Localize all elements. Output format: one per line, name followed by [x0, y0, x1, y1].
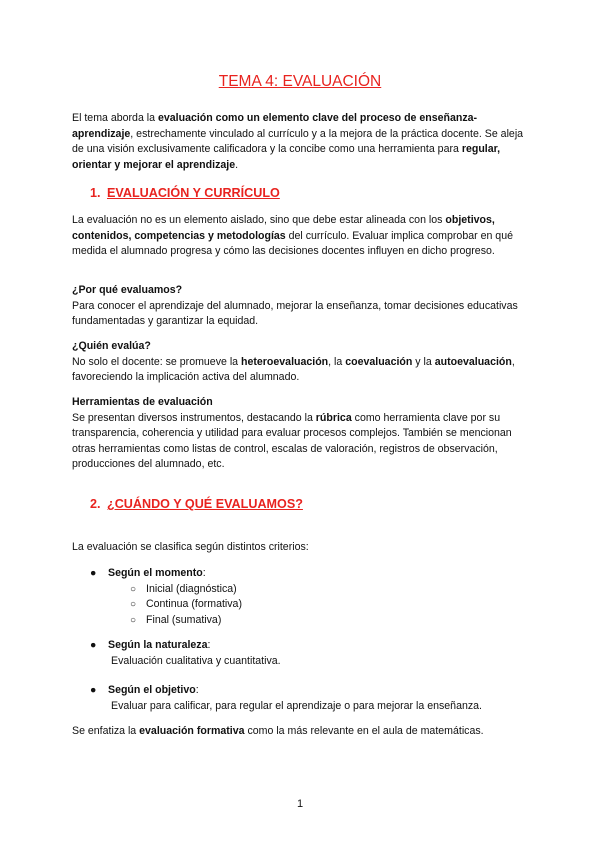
- bullet-suffix: :: [202, 567, 206, 579]
- document-title: TEMA 4: EVALUACIÓN: [218, 73, 382, 90]
- intro-paragraph: [72, 111, 532, 173]
- section-1-title: EVALUACIÓN Y CURRÍCULO: [107, 186, 280, 200]
- bullet-text: Evaluar para calificar, para regular el aprendizaje o para mejorar la enseñanza.: [111, 699, 482, 712]
- paragraph-bold: rúbrica: [315, 411, 352, 424]
- bullet-body: [108, 683, 538, 714]
- paragraph-bold: heteroevaluación: [241, 355, 329, 368]
- closing-paragraph: [72, 724, 532, 740]
- sub-list-item: [128, 613, 538, 629]
- question-who: [72, 339, 532, 386]
- bullet-label: Según el objetivo: [108, 684, 196, 696]
- intro-text: .: [235, 158, 239, 171]
- intro-text: , estrechamente vinculado al currículo y a la mejora de la práctica docente. Se aleja de una visión exclusivamente calificadora y la concibe como una herramienta para: [72, 127, 524, 155]
- section-2-heading: [90, 496, 303, 512]
- paragraph-bold: evaluación formativa: [139, 725, 245, 737]
- bullet-dot-icon: ●: [90, 684, 97, 696]
- bullet-text: Evaluación cualitativa y cuantitativa.: [111, 654, 281, 667]
- sub-list-item: [128, 582, 538, 598]
- sub-list-item-text: Inicial (diagnóstica): [146, 582, 237, 595]
- section-1-heading: [90, 185, 280, 201]
- circle-bullet-icon: ○: [130, 599, 137, 610]
- bullet-dot-icon: ●: [90, 639, 97, 651]
- circle-bullet-icon: ○: [130, 614, 137, 626]
- page-number: 1: [296, 798, 304, 810]
- question-why-text: Para conocer el aprendizaje del alumnado, mejorar la enseñanza, tomar decisiones educativas fundamentadas y garantizar la equidad.: [72, 299, 518, 327]
- section-2-intro: La evaluación se clasifica según distintos criterios:: [72, 541, 309, 553]
- bullet-suffix: :: [195, 684, 199, 696]
- paragraph-text: como la más relevante en el aula de matemáticas.: [244, 725, 484, 737]
- circle-bullet-icon: ○: [130, 583, 137, 595]
- sub-list-item: [128, 597, 538, 613]
- bullet-heading: [108, 638, 538, 654]
- sub-list: [108, 582, 538, 629]
- question-why-heading: ¿Por qué evaluamos?: [72, 284, 183, 296]
- paragraph-text: Se presentan diversos instrumentos, destacando la: [72, 411, 316, 424]
- paragraph-text: No solo el docente: se promueve la: [72, 355, 242, 368]
- paragraph-text: y la: [412, 355, 435, 368]
- bullet-label: Según la naturaleza: [108, 639, 208, 651]
- intro-bold-1: evaluación como un elemento clave del proceso de enseñanza-aprendizaje: [72, 112, 478, 140]
- bullet-label: Según el momento: [108, 567, 203, 579]
- paragraph-text: , la: [328, 355, 346, 368]
- paragraph-bold: autoevaluación: [434, 355, 512, 368]
- paragraph-bold: objetivos, contenidos, competencias y metodologías: [72, 214, 495, 242]
- question-why: [72, 283, 532, 330]
- paragraph-text: , favoreciendo la implicación activa del alumnado.: [72, 355, 515, 383]
- bullet-body: [108, 566, 538, 628]
- bullet-dot-icon: ●: [90, 567, 97, 579]
- evaluation-tools: [72, 395, 532, 473]
- question-who-text: [72, 355, 532, 386]
- sub-list-item-text: Final (sumativa): [146, 613, 222, 626]
- evaluation-tools-heading: Herramientas de evaluación: [72, 396, 213, 408]
- sub-list-item-text: Continua (formativa): [146, 598, 242, 610]
- evaluation-tools-text: [72, 411, 532, 473]
- section-1-number: 1.: [90, 186, 101, 200]
- section-2-title: ¿CUÁNDO Y QUÉ EVALUAMOS?: [107, 497, 303, 511]
- bullet-suffix: :: [207, 639, 211, 651]
- bullet-body: [108, 638, 538, 669]
- paragraph-text: como herramienta clave por su transparencia, coherencia y utilidad para evaluar procesos complejos. También se mencionan otras herramientas como listas de control, escalas de valoración, registros de observación, producciones del alumnado, etc.: [72, 411, 512, 470]
- paragraph-bold: coevaluación: [345, 355, 413, 368]
- intro-bold-2: regular, orientar y mejorar el aprendizaje: [72, 143, 501, 171]
- bullet-heading: [108, 683, 538, 699]
- paragraph-text: La evaluación no es un elemento aislado, sino que debe estar alineada con los: [72, 214, 446, 226]
- question-who-heading: ¿Quién evalúa?: [72, 340, 151, 352]
- bullet-heading: [108, 566, 538, 582]
- paragraph-text: del currículo. Evaluar implica comprobar en qué medida el alumnado progresa y cómo las decisiones docentes influyen en dicho progreso.: [72, 229, 513, 257]
- section-1-paragraph: [72, 213, 532, 260]
- intro-text: El tema aborda la: [72, 112, 158, 124]
- paragraph-text: Se enfatiza la: [72, 725, 140, 737]
- section-2-number: 2.: [90, 497, 101, 511]
